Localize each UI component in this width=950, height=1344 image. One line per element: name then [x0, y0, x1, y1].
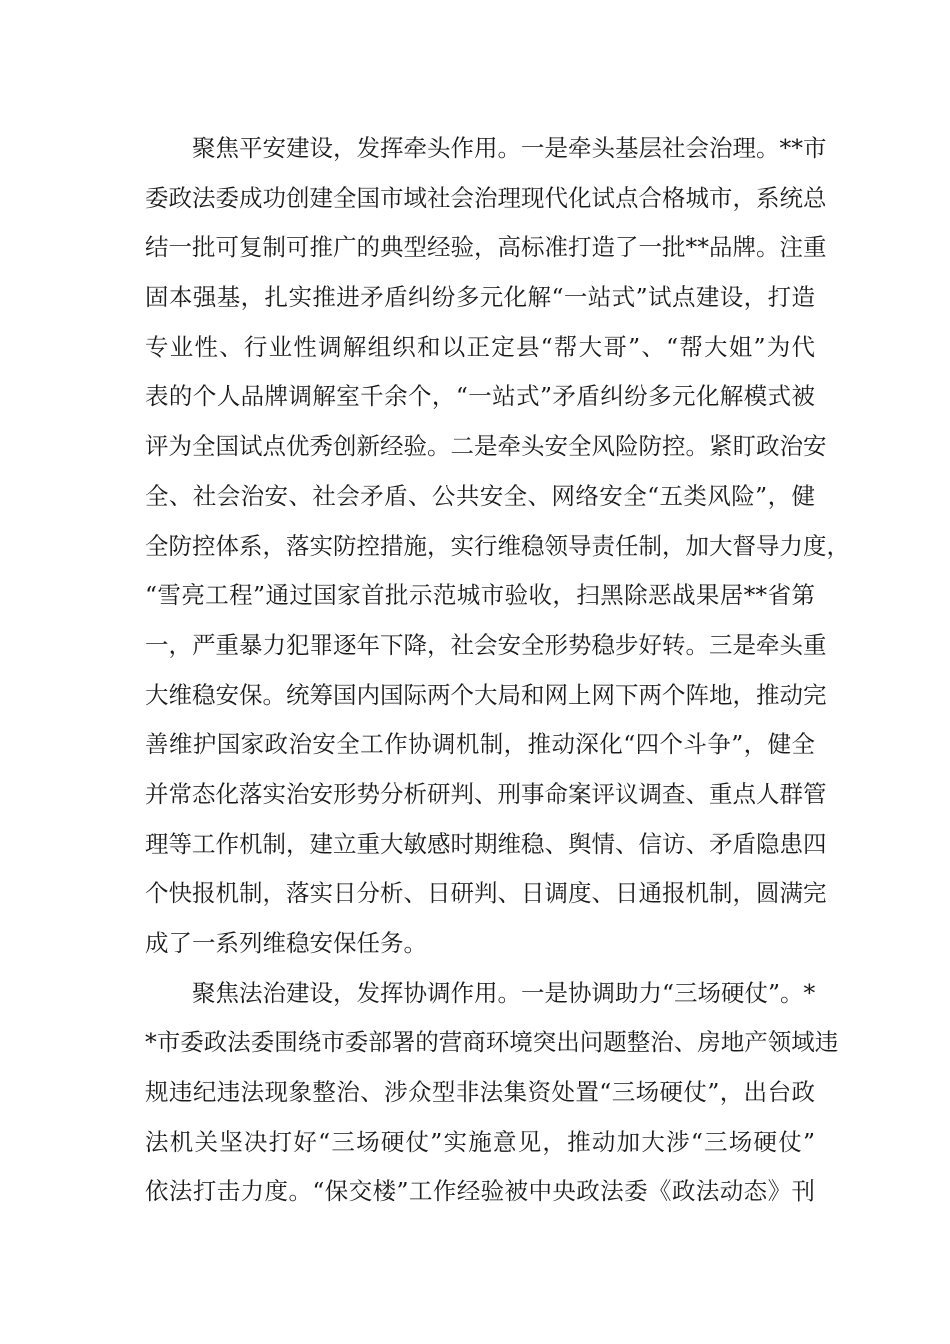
- text-line: 善维护国家政治安全工作协调机制，推动深化“四个斗争”，健全: [145, 730, 815, 759]
- text-line: 全、社会治安、社会矛盾、公共安全、网络安全“五类风险”，健: [145, 481, 815, 510]
- text-line: 委政法委成功创建全国市域社会治理现代化试点合格城市，系统总: [145, 183, 827, 212]
- text-line: 表的个人品牌调解室千余个，“一站式”矛盾纠纷多元化解模式被: [145, 382, 815, 411]
- text-line: 法机关坚决打好“三场硬仗”实施意见，推动加大涉“三场硬仗”: [145, 1127, 815, 1156]
- text-line: “雪亮工程”通过国家首批示范城市验收，扫黑除恶战果居**省第: [145, 581, 815, 610]
- text-line: 聚焦法治建设，发挥协调作用。一是协调助力“三场硬仗”。*: [145, 978, 816, 1007]
- text-line: 成了一系列维稳安保任务。: [145, 929, 427, 957]
- text-line: 聚焦平安建设，发挥牵头作用。一是牵头基层社会治理。**市: [145, 134, 827, 162]
- text-line: 一，严重暴力犯罪逐年下降，社会安全形势稳步好转。三是牵头重: [145, 630, 827, 659]
- text-line: 大维稳安保。统筹国内国际两个大局和网上网下两个阵地，推动完: [145, 680, 827, 709]
- text-line: 专业性、行业性调解组织和以正定县“帮大哥”、“帮大姐”为代: [145, 332, 815, 361]
- text-line: *市委政法委围绕市委部署的营商环境突出问题整治、房地产领域违: [145, 1028, 839, 1057]
- text-line: 理等工作机制，建立重大敏感时期维稳、舆情、信访、矛盾隐患四: [145, 829, 827, 858]
- text-line: 规违纪违法现象整治、涉众型非法集资处置“三场硬仗”，出台政: [145, 1078, 815, 1107]
- text-line: 并常态化落实治安形势分析研判、刑事命案评议调查、重点人群管: [145, 779, 827, 808]
- text-line: 依法打击力度。“保交楼”工作经验被中央政法委《政法动态》刊: [145, 1177, 815, 1206]
- paragraph-ping-an: [145, 124, 850, 969]
- text-line: 固本强基，扎实推进矛盾纠纷多元化解“一站式”试点建设，打造: [145, 283, 815, 312]
- text-line: 全防控体系，落实防控措施，实行维稳领导责任制，加大督导力度，: [145, 531, 850, 560]
- document-body: [145, 124, 850, 1217]
- text-line: 个快报机制，落实日分析、日研判、日调度、日通报机制，圆满完: [145, 879, 827, 908]
- paragraph-fa-zhi: [145, 969, 839, 1217]
- text-line: 结一批可复制可推广的典型经验，高标准打造了一批**品牌。注重: [145, 233, 827, 262]
- text-line: 评为全国试点优秀创新经验。二是牵头安全风险防控。紧盯政治安: [145, 432, 827, 461]
